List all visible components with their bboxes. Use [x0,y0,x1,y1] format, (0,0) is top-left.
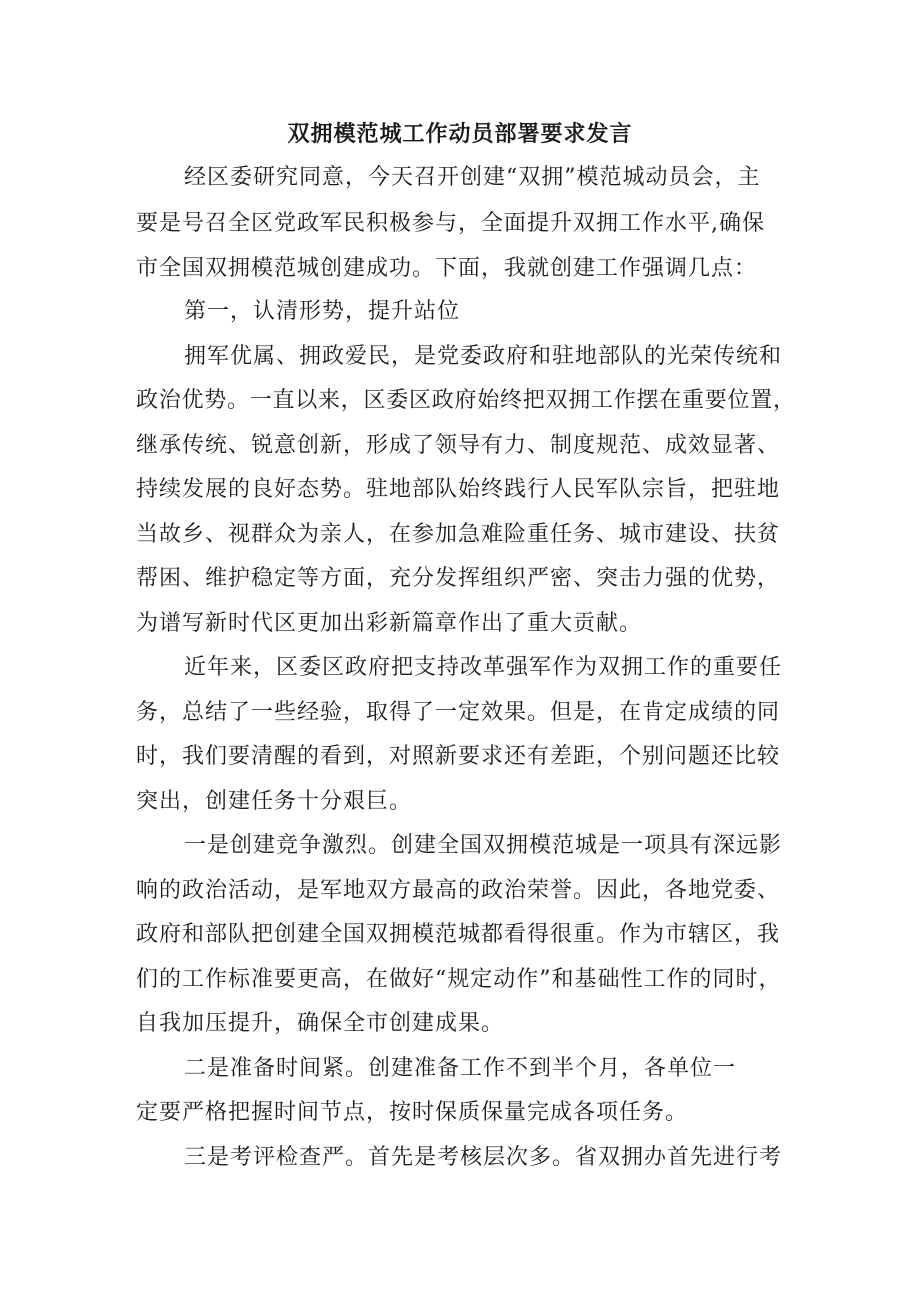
text-line: 经区委研究同意，今天召开创建“双拥”模范城动员会，主 [184,165,761,190]
text-line: 市全国双拥模范城创建成功。下面，我就创建工作强调几点： [136,256,758,281]
text-line: 政府和部队把创建全国双拥模范城都看得很重。作为市辖区，我 [136,922,781,947]
text-line: 响的政治活动，是军地双方最高的政治荣誉。因此，各地党委、 [136,878,781,903]
text-line: 一是创建竞争激烈。创建全国双拥模范城是一项具有深远影 [184,833,783,858]
text-line: 定要严格把握时间节点，按时保质保量完成各项任务。 [136,1100,689,1125]
text-line: 当故乡、视群众为亲人，在参加急难险重任务、城市建设、扶贫 [136,522,781,547]
text-line: 时，我们要清醒的看到，对照新要求还有差距，个别问题还比较 [136,744,781,769]
text-line: 们的工作标准要更高，在做好“规定动作”和基础性工作的同时， [136,967,782,992]
text-line: 为谱写新时代区更加出彩新篇章作出了重大贡献。 [136,611,643,636]
text-line: 突出，创建任务十分艰巨。 [136,789,413,814]
text-line: 政治优势。一直以来，区委区政府始终把双拥工作摆在重要位置， [136,388,796,413]
text-line: 三是考评检查严。首先是考核层次多。省双拥办首先进行考 [184,1145,783,1170]
text-line: 二是准备时间紧。创建准备工作不到半个月，各单位一 [184,1056,737,1081]
text-line: 拥军优属、拥政爱民，是党委政府和驻地部队的光荣传统和 [184,344,783,369]
text-line: 近年来，区委区政府把支持改革强军作为双拥工作的重要任 [184,655,783,680]
text-line: 继承传统、锐意创新，形成了领导有力、制度规范、成效显著、 [136,433,781,458]
text-line: 帮困、维护稳定等方面，充分发挥组织严密、突击力强的优势， [136,566,781,591]
text-line: 持续发展的良好态势。驻地部队始终践行人民军队宗旨，把驻地 [136,477,781,502]
text-line: 自我加压提升，确保全市创建成果。 [136,1011,505,1036]
text-line: 务，总结了一些经验，取得了一定效果。但是，在肯定成绩的同 [136,700,781,725]
document-title: 双拥模范城工作动员部署要求发言 [287,121,633,147]
text-line: 要是号召全区党政军民积极参与，全面提升双拥工作水平,确保 [136,211,765,236]
section-heading: 第一，认清形势，提升站位 [184,299,461,324]
